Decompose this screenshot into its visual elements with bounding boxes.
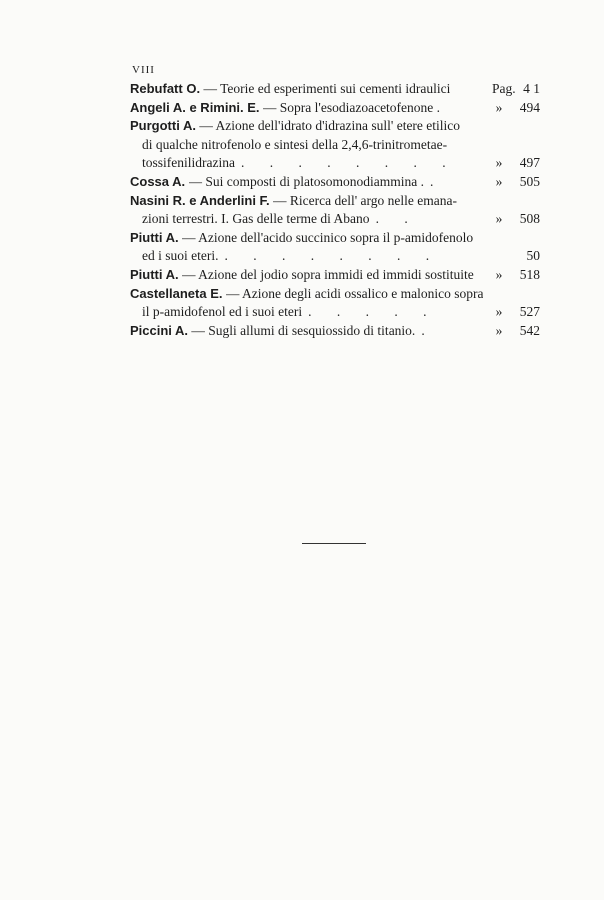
toc-page-mark: »: [495, 99, 503, 115]
toc-page-mark: Pag.: [492, 81, 516, 96]
table-of-contents: [130, 80, 540, 340]
toc-author: Purgotti A.: [130, 118, 196, 134]
toc-page-mark: »: [495, 322, 503, 338]
toc-leaders: .: [421, 322, 436, 338]
toc-page-number: 527: [519, 304, 540, 320]
toc-entry: [130, 285, 540, 322]
toc-entry-continuation-line: [130, 247, 540, 266]
toc-entry: [130, 99, 540, 118]
toc-entry-continuation-line: [130, 303, 540, 322]
toc-entry-first-line: [130, 173, 540, 192]
toc-filler: [415, 322, 492, 341]
toc-page-number: 4 1: [523, 81, 540, 96]
toc-author: Angeli A. e Rimini. E.: [130, 99, 260, 115]
toc-entry: [130, 173, 540, 192]
toc-author: Piutti A.: [130, 266, 179, 282]
toc-entry-continuation-line: [130, 136, 540, 155]
toc-title: — Teorie ed esperimenti sui cementi idraulici: [203, 81, 451, 96]
toc-page-mark: »: [495, 211, 503, 227]
toc-leaders: . .: [375, 211, 419, 227]
toc-title: ed i suoi eteri.: [142, 248, 219, 264]
toc-entry-first-line: [130, 99, 540, 118]
toc-entry: [130, 322, 540, 341]
toc-title: — Sugli allumi di sesquiossido di titanio.: [191, 322, 416, 338]
toc-title: di qualche nitrofenolo e sintesi della 2,4,6-trinitrometae-: [142, 136, 448, 152]
toc-entry-first-line: [130, 285, 540, 304]
toc-page-number: 518: [519, 266, 540, 282]
toc-title: — Azione degli acidi ossalico e malonico sopra: [225, 285, 484, 301]
toc-author: Rebufatt O.: [130, 81, 201, 96]
toc-title: — Azione dell'acido succinico sopra il p-amidofenolo: [182, 229, 474, 245]
toc-page-number: 508: [519, 211, 540, 227]
toc-title: — Azione dell'idrato d'idrazina sull' etere etilico: [199, 118, 461, 134]
toc-leaders: . . . . .: [308, 304, 438, 320]
toc-title: — Sopra l'esodiazoacetofenone .: [262, 99, 441, 115]
toc-author: Piccini A.: [130, 322, 189, 338]
section-divider: [302, 543, 366, 544]
toc-author: Castellaneta E.: [130, 285, 223, 301]
toc-page-number: 497: [519, 155, 540, 171]
page-number: VIII: [132, 64, 155, 76]
toc-entry-first-line: [130, 229, 540, 248]
toc-entry-first-line: [130, 192, 540, 211]
toc-title: — Azione del jodio sopra immidi ed immidi sostituite: [182, 266, 474, 282]
toc-page-number: 494: [519, 99, 540, 115]
toc-entry-continuation-line: [130, 210, 540, 229]
toc-leaders: . . . . . . . .: [224, 248, 441, 264]
toc-entry-first-line: [130, 266, 540, 285]
toc-filler: [302, 303, 492, 322]
toc-entry-first-line: [130, 322, 540, 341]
toc-author: Cossa A.: [130, 173, 186, 189]
toc-entry: [130, 192, 540, 229]
toc-page-mark: »: [495, 304, 503, 320]
toc-entry: [130, 266, 540, 285]
toc-title: — Ricerca dell' argo nelle emana-: [273, 192, 458, 208]
toc-entry: [130, 229, 540, 266]
toc-filler: [218, 247, 492, 266]
toc-leaders: .: [430, 173, 445, 189]
toc-page-mark: »: [495, 155, 503, 171]
toc-entry: [130, 117, 540, 173]
toc-filler: [424, 173, 492, 192]
toc-author: Nasini R. e Anderlini F.: [130, 192, 270, 208]
toc-page-mark: »: [495, 266, 503, 282]
toc-entry: [130, 80, 540, 99]
toc-page-number: 50: [526, 248, 540, 264]
toc-leaders: . . . . . . . .: [240, 155, 457, 171]
toc-entry-first-line: [130, 80, 540, 99]
toc-page-number: 505: [519, 173, 540, 189]
toc-title: tossifenilidrazina: [142, 155, 235, 171]
toc-filler: [235, 154, 492, 173]
toc-page-mark: »: [495, 173, 503, 189]
toc-title: zioni terrestri. I. Gas delle terme di Abano: [142, 211, 370, 227]
toc-entry-continuation-line: [130, 154, 540, 173]
toc-title: il p-amidofenol ed i suoi eteri: [142, 304, 303, 320]
toc-filler: [370, 210, 492, 229]
toc-page-number: 542: [519, 322, 540, 338]
toc-author: Piutti A.: [130, 229, 179, 245]
toc-title: — Sui composti di platosomonodiammina .: [188, 173, 425, 189]
toc-entry-first-line: [130, 117, 540, 136]
